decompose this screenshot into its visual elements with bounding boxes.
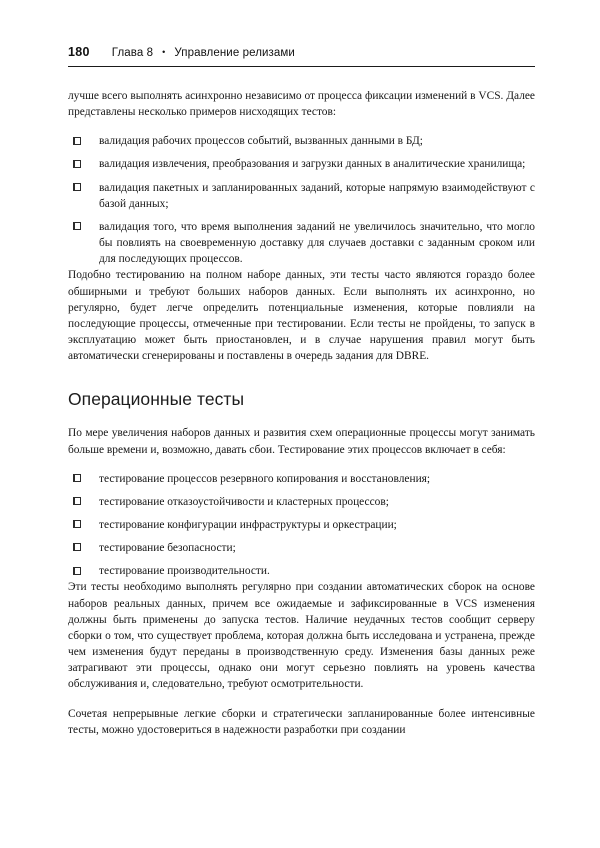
list-item-text: тестирование процессов резервного копирования и восстановления; (99, 472, 431, 485)
chapter-label: Глава 8 (111, 47, 154, 59)
paragraph-after-list-two: Эти тесты необходимо выполнять регулярно при создании автоматических сборок на основе наборов реальных данных, причем все ожидаемые и зафиксированные в VCS изменения должны быть применены до запуска тестов. Наличие неудачных тестов сообщит серверу сборки о том, что существует проблема, которая должна быть исследована и устранена, прежде чем изменения будут переданы в производственную среду. Изменения базы данных реже затрагивают эти процессы, однако они могут серьезно повлиять на уровень качества обслуживания и, следовательно, требуют осмотрительности. (68, 581, 535, 691)
list-item (68, 517, 535, 533)
list-item-text: тестирование безопасности; (99, 542, 236, 555)
list-item (68, 133, 535, 149)
section-heading: Операционные тесты (68, 389, 245, 410)
square-bullet-icon (73, 137, 81, 145)
list-item (68, 156, 535, 172)
intro-paragraph: лучше всего выполнять асинхронно независимо от процесса фиксации изменений в VCS. Далее представлены несколько примеров нисходящих тестов: (68, 90, 535, 119)
list-item-text: валидация рабочих процессов событий, вызванных данными в БД; (99, 135, 423, 148)
list-item-text: тестирование производительности. (99, 565, 270, 578)
square-bullet-icon (73, 183, 81, 191)
list-item (68, 180, 535, 212)
list-item (68, 219, 535, 267)
square-bullet-icon (73, 160, 81, 168)
operational-tests-list (68, 471, 535, 580)
bullet-separator-icon: • (162, 46, 166, 57)
running-head (68, 45, 535, 66)
list-item (68, 471, 535, 487)
header-divider (68, 66, 535, 67)
page-number: 180 (68, 45, 90, 59)
list-item (68, 494, 535, 510)
square-bullet-icon (73, 520, 81, 528)
square-bullet-icon (73, 543, 81, 551)
list-item-text: валидация извлечения, преобразования и загрузки данных в аналитические хранилища; (99, 158, 526, 171)
list-item-text: тестирование отказоустойчивости и кластерных процессов; (99, 495, 389, 508)
list-item-text: валидация того, что время выполнения заданий не увеличилось значительно, что могло бы повлиять на своевременную доставку для случаев доставки с заданным сроком или для последующих процессов. (99, 220, 535, 266)
list-item (68, 540, 535, 556)
downstream-tests-list (68, 133, 535, 267)
list-item (68, 563, 535, 579)
list-item-text: валидация пакетных и запланированных заданий, которые напрямую взаимодействуют с базой данных; (99, 181, 535, 210)
square-bullet-icon (73, 497, 81, 505)
final-paragraph: Сочетая непрерывные легкие сборки и стратегически запланированные более интенсивные тесты, можно удостовериться в надежности разработки при создании (68, 707, 535, 736)
square-bullet-icon (73, 474, 81, 482)
square-bullet-icon (73, 222, 81, 230)
paragraph-after-heading: По мере увеличения наборов данных и развития схем операционные процессы могут занимать больше времени и, возможно, давать сбои. Тестирование этих процессов включает в себя: (68, 427, 535, 456)
list-item-text: тестирование конфигурации инфраструктуры и оркестрации; (99, 518, 397, 531)
square-bullet-icon (73, 567, 81, 575)
chapter-title: Управление релизами (174, 47, 295, 59)
page-content (68, 45, 535, 738)
paragraph-after-list-one: Подобно тестированию на полном наборе данных, эти тесты часто являются гораздо более обширными и требуют больших наборов данных. Если выполнять их асинхронно, но регулярно, будет легче определить потенциальные изменения, которые повлияли на последующие процессы, отмеченные при тестировании. Если тесты не пройдены, то запуск в эксплуатацию может быть приостановлен, и в случае нарушения правил могут быть автоматически сгенерированы и поставлены в очередь задания для DBRE. (68, 269, 535, 363)
